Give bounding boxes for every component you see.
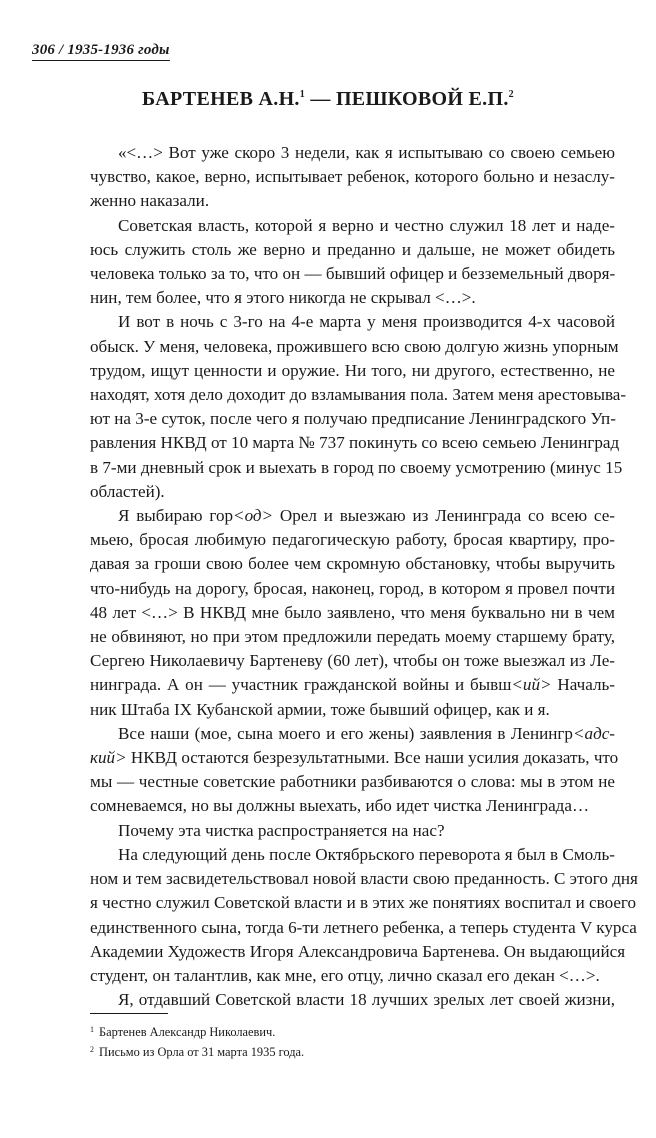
title-recipient: — ПЕШКОВОЙ Е.П. [305, 88, 509, 110]
text-line: сомневаемся, но вы должны выехать, ибо идет чистка Ленинграда… [90, 796, 590, 816]
editorial-insertion: кий> [90, 748, 127, 768]
text-line: человека только за то, что он — бывший офицер и безземельный дворя- [90, 264, 616, 284]
text-line: Я, отдавший Советской власти 18 лучших зрелых лет своей жизни, [118, 990, 615, 1010]
text-line: давая за гроши свою более чем скромную обстановку, чтобы выручить [90, 554, 615, 574]
title-footnote-ref-1: 1 [299, 89, 306, 100]
editorial-insertion: <ий> [511, 675, 552, 695]
text-line: ют на 3-е суток, после чего я получаю предписание Ленинградского Уп- [90, 409, 616, 429]
editorial-insertion: <адс- [572, 723, 615, 743]
text-line: равления НКВД от 10 марта № 737 покинуть со всею семьею Ленинград [90, 433, 620, 453]
text-line: нин, тем более, что я этого никогда не скрывал <…>. [90, 288, 476, 308]
letter-body [90, 141, 638, 1012]
text-line: Все наши (мое, сына моего и его жены) заявления в Ленингр<адс- [118, 723, 615, 743]
text-line: находят, хотя дело доходит до взламывания пола. Затем меня арестовыва- [90, 385, 627, 405]
document-title [0, 88, 656, 111]
text-line: трудом, ищут ценности и оружие. Ни того, ни другого, естественно, не [90, 360, 615, 380]
text-line: чувство, какое, верно, испытывает ребенок, которого больно и незаслу- [90, 167, 615, 187]
text-line: Сергею Николаевичу Бартеневу (60 лет), чтобы он тоже выезжал из Ле- [90, 651, 615, 671]
footnote-text: Письмо из Орла от 31 марта 1935 года. [99, 1045, 305, 1059]
text-line: я честно служил Советской власти и в этих же понятиях воспитал и своего [90, 893, 637, 913]
text-line: женно наказали. [90, 191, 210, 211]
footnote-1 [90, 1025, 275, 1040]
text-line: юсь служить столь же верно и преданно и дальше, не может обидеть [90, 239, 615, 259]
text-line: единственного сына, тогда 6-ти летнего ребенка, а теперь студента V курса [90, 917, 637, 937]
footnote-divider [90, 1013, 168, 1014]
text-line: «<…> Вот уже скоро 3 недели, как я испытываю со своею семьею [118, 143, 615, 162]
text-line: студент, он талантлив, как мне, его отцу, лично сказал его декан <…>. [90, 965, 600, 985]
text-line: что-нибудь на дорогу, бросая, наконец, город, в котором я провел почти [90, 578, 615, 598]
text-line: ном и тем засвидетельствовал новой власти свою преданность. С этого дня [90, 869, 638, 889]
text-line: обыск. У меня, человека, прожившего всю свою долгую жизнь упорным [90, 336, 619, 356]
text-line: 48 лет <…> В НКВД мне было заявлено, что меня буквально ни в чем [90, 602, 615, 622]
running-head: 306 / 1935-1936 годы [32, 42, 170, 61]
text-line: ник Штаба IX Кубанской армии, тоже бывший офицер, как и я. [90, 699, 550, 719]
text-line: областей). [90, 481, 165, 501]
title-footnote-ref-2: 2 [508, 89, 514, 100]
text-line: нинграда. А он — участник гражданской войны и бывш<ий> Началь- [90, 675, 615, 695]
text-line: На следующий день после Октябрьского переворота я был в Смоль- [118, 844, 615, 864]
text-line: в 7-ми дневный срок и выехать в город по своему усмотрению (минус 15 [90, 457, 623, 477]
text-line: мы — честные советские работники разбиваются о слова: мы в этом не [90, 772, 615, 792]
text-line: кий> НКВД остаются безрезультатными. Все наши усилия доказать, что [90, 748, 619, 768]
footnote-text: Бартенев Александр Николаевич. [99, 1025, 276, 1039]
text-line: Я выбираю гор<од> Орел и выезжаю из Ленинграда со всею се- [118, 506, 615, 526]
text-line: Академии Художеств Игоря Александровича Бартенева. Он выдающийся [90, 941, 626, 961]
text-line: Почему эта чистка распространяется на нас? [118, 820, 445, 840]
footnote-2 [90, 1045, 304, 1060]
text-line: Советская власть, которой я верно и честно служил 18 лет и наде- [118, 215, 615, 235]
title-author: БАРТЕНЕВ А.Н. [142, 88, 300, 110]
footnote-number: 1 [90, 1025, 94, 1034]
footnote-number: 2 [90, 1045, 94, 1054]
text-line: мьею, бросая любимую педагогическую работу, бросая квартиру, про- [90, 530, 615, 550]
editorial-insertion: <од> [233, 506, 274, 526]
text-line: И вот в ночь с 3-го на 4-е марта у меня производится 4-х часовой [118, 312, 615, 332]
text-line: не обвиняют, но при этом предложили передать моему старшему брату, [90, 627, 615, 647]
